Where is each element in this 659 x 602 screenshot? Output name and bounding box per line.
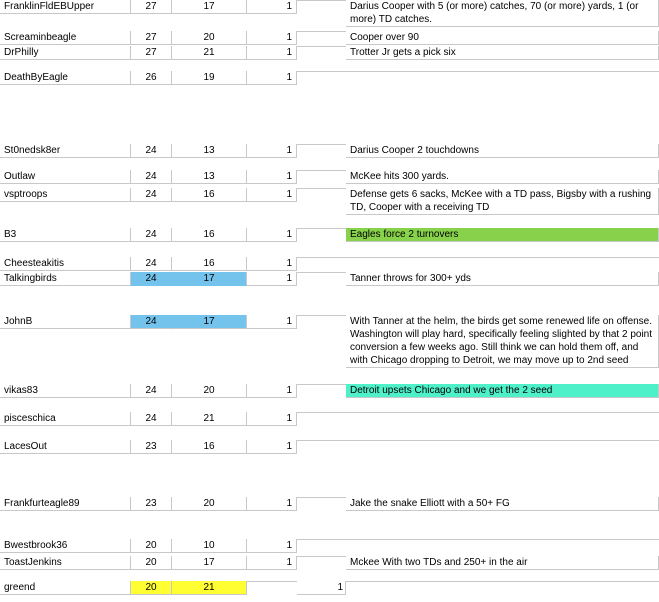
table-row xyxy=(0,556,659,581)
value-cell-d[interactable] xyxy=(297,497,346,498)
score-cell-a[interactable]: 24 xyxy=(131,170,172,184)
score-cell-b[interactable]: 17 xyxy=(172,315,247,329)
prediction-note-cell[interactable]: Tanner throws for 300+ yds xyxy=(346,272,659,286)
value-cell-d[interactable] xyxy=(297,31,346,32)
name-cell[interactable]: Talkingbirds xyxy=(0,272,131,286)
prediction-note-cell[interactable]: With Tanner at the helm, the birds get some renewed life on offense. Washington will play hard, specifically feeling slighted by that 2 point conversion a few weeks ago. Still think we can hold them off, and with Chicago dropping to Detroit, we may move up to 2nd seed xyxy=(346,315,659,368)
name-cell[interactable]: Bwestbrook36 xyxy=(0,539,131,553)
table-row xyxy=(0,412,659,440)
name-cell[interactable]: DrPhilly xyxy=(0,46,131,60)
prediction-note-cell[interactable]: Detroit upsets Chicago and we get the 2 seed xyxy=(346,384,659,398)
prediction-note-cell[interactable] xyxy=(346,71,659,72)
name-cell[interactable]: greend xyxy=(0,581,131,595)
value-cell-d[interactable] xyxy=(297,539,346,540)
value-cell-c[interactable]: 1 xyxy=(247,556,297,570)
value-cell-d[interactable] xyxy=(297,440,346,441)
value-cell-c[interactable]: 1 xyxy=(247,144,297,158)
value-cell-d[interactable] xyxy=(297,257,346,258)
name-cell[interactable]: vsptroops xyxy=(0,188,131,202)
value-cell-d[interactable]: 1 xyxy=(297,581,346,595)
prediction-note-cell[interactable]: Darius Cooper 2 touchdowns xyxy=(346,144,659,158)
score-cell-b[interactable]: 17 xyxy=(172,556,247,570)
table-row xyxy=(0,31,659,46)
value-cell-c[interactable]: 1 xyxy=(247,71,297,85)
table-row xyxy=(0,0,659,31)
value-cell-d[interactable] xyxy=(297,556,346,557)
prediction-note-cell[interactable]: Trotter Jr gets a pick six xyxy=(346,46,659,60)
value-cell-d[interactable] xyxy=(297,315,346,316)
value-cell-d[interactable] xyxy=(297,144,346,145)
value-cell-d[interactable] xyxy=(297,228,346,229)
prediction-note-cell[interactable]: Mckee With two TDs and 250+ in the air xyxy=(346,556,659,570)
table-row xyxy=(0,71,659,144)
score-cell-a[interactable]: 20 xyxy=(131,581,172,595)
score-cell-b[interactable]: 16 xyxy=(172,188,247,202)
table-row xyxy=(0,497,659,539)
prediction-note-cell[interactable]: Cooper over 90 xyxy=(346,31,659,45)
score-cell-b[interactable]: 20 xyxy=(172,497,247,511)
score-cell-a[interactable]: 24 xyxy=(131,384,172,398)
table-row xyxy=(0,384,659,412)
value-cell-c[interactable]: 1 xyxy=(247,257,297,271)
score-cell-a[interactable]: 24 xyxy=(131,412,172,426)
table-row xyxy=(0,272,659,315)
name-cell[interactable]: St0nedsk8er xyxy=(0,144,131,158)
value-cell-c[interactable]: 1 xyxy=(247,31,297,45)
value-cell-c[interactable]: 1 xyxy=(247,0,297,14)
name-cell[interactable]: B3 xyxy=(0,228,131,242)
value-cell-c[interactable] xyxy=(247,581,297,582)
value-cell-c[interactable]: 1 xyxy=(247,46,297,60)
score-cell-b[interactable]: 16 xyxy=(172,440,247,454)
value-cell-d[interactable] xyxy=(297,71,346,72)
score-cell-b[interactable]: 13 xyxy=(172,144,247,158)
value-cell-d[interactable] xyxy=(297,170,346,171)
value-cell-c[interactable]: 1 xyxy=(247,315,297,329)
prediction-note-cell[interactable]: McKee hits 300 yards. xyxy=(346,170,659,184)
prediction-note-cell[interactable]: Darius Cooper with 5 (or more) catches, 70 (or more) yards, 1 (or more) TD catches. xyxy=(346,0,659,27)
value-cell-c[interactable]: 1 xyxy=(247,188,297,202)
table-row xyxy=(0,539,659,556)
prediction-note-cell[interactable] xyxy=(346,412,659,413)
score-cell-a[interactable]: 20 xyxy=(131,556,172,570)
table-row xyxy=(0,315,659,384)
value-cell-d[interactable] xyxy=(297,272,346,273)
score-cell-a[interactable]: 24 xyxy=(131,272,172,286)
value-cell-d[interactable] xyxy=(297,412,346,413)
name-cell[interactable]: FranklinFldEBUpper xyxy=(0,0,131,14)
score-cell-a[interactable]: 20 xyxy=(131,539,172,553)
score-cell-b[interactable]: 21 xyxy=(172,581,247,595)
value-cell-c[interactable]: 1 xyxy=(247,412,297,426)
table-row xyxy=(0,144,659,170)
score-cell-b[interactable]: 19 xyxy=(172,71,247,85)
value-cell-d[interactable] xyxy=(297,46,346,47)
score-cell-b[interactable]: 17 xyxy=(172,272,247,286)
score-cell-b[interactable]: 21 xyxy=(172,412,247,426)
score-cell-b[interactable]: 13 xyxy=(172,170,247,184)
score-cell-b[interactable]: 21 xyxy=(172,46,247,60)
name-cell[interactable]: vikas83 xyxy=(0,384,131,398)
prediction-note-cell[interactable] xyxy=(346,440,659,441)
name-cell[interactable]: Frankfurteagle89 xyxy=(0,497,131,511)
score-cell-a[interactable]: 24 xyxy=(131,188,172,202)
score-cell-a[interactable]: 24 xyxy=(131,144,172,158)
score-cell-b[interactable]: 20 xyxy=(172,31,247,45)
score-cell-a[interactable]: 23 xyxy=(131,440,172,454)
name-cell[interactable]: Screaminbeagle xyxy=(0,31,131,45)
value-cell-d[interactable] xyxy=(297,384,346,385)
score-cell-a[interactable]: 24 xyxy=(131,228,172,242)
table-row xyxy=(0,581,659,602)
name-cell[interactable]: pisceschica xyxy=(0,412,131,426)
score-cell-b[interactable]: 20 xyxy=(172,384,247,398)
table-row xyxy=(0,188,659,228)
score-cell-a[interactable]: 26 xyxy=(131,71,172,85)
prediction-note-cell[interactable] xyxy=(346,257,659,258)
score-cell-a[interactable]: 27 xyxy=(131,46,172,60)
prediction-note-cell[interactable]: Eagles force 2 turnovers xyxy=(346,228,659,242)
table-row xyxy=(0,440,659,497)
score-cell-b[interactable]: 16 xyxy=(172,257,247,271)
score-cell-a[interactable]: 24 xyxy=(131,315,172,329)
prediction-note-cell[interactable] xyxy=(346,539,659,540)
value-cell-c[interactable]: 1 xyxy=(247,170,297,184)
value-cell-d[interactable] xyxy=(297,0,346,1)
value-cell-c[interactable]: 1 xyxy=(247,440,297,454)
score-cell-b[interactable]: 16 xyxy=(172,228,247,242)
score-cell-b[interactable]: 10 xyxy=(172,539,247,553)
score-cell-a[interactable]: 27 xyxy=(131,31,172,45)
table-row xyxy=(0,46,659,71)
prediction-note-cell[interactable]: Jake the snake Elliott with a 50+ FG xyxy=(346,497,659,511)
score-cell-a[interactable]: 23 xyxy=(131,497,172,511)
value-cell-c[interactable]: 1 xyxy=(247,497,297,511)
value-cell-c[interactable]: 1 xyxy=(247,272,297,286)
score-cell-a[interactable]: 27 xyxy=(131,0,172,14)
prediction-note-cell[interactable] xyxy=(346,581,659,582)
name-cell[interactable]: ToastJenkins xyxy=(0,556,131,570)
name-cell[interactable]: JohnB xyxy=(0,315,131,329)
name-cell[interactable]: Outlaw xyxy=(0,170,131,184)
score-cell-a[interactable]: 24 xyxy=(131,257,172,271)
value-cell-c[interactable]: 1 xyxy=(247,228,297,242)
name-cell[interactable]: LacesOut xyxy=(0,440,131,454)
table-row xyxy=(0,228,659,257)
table-row xyxy=(0,170,659,188)
name-cell[interactable]: DeathByEagle xyxy=(0,71,131,85)
value-cell-c[interactable]: 1 xyxy=(247,539,297,553)
score-cell-b[interactable]: 17 xyxy=(172,0,247,14)
name-cell[interactable]: Cheesteakitis xyxy=(0,257,131,271)
table-row xyxy=(0,257,659,272)
value-cell-d[interactable] xyxy=(297,188,346,189)
value-cell-c[interactable]: 1 xyxy=(247,384,297,398)
prediction-note-cell[interactable]: Defense gets 6 sacks, McKee with a TD pass, Bigsby with a rushing TD, Cooper with a receiving TD xyxy=(346,188,659,215)
